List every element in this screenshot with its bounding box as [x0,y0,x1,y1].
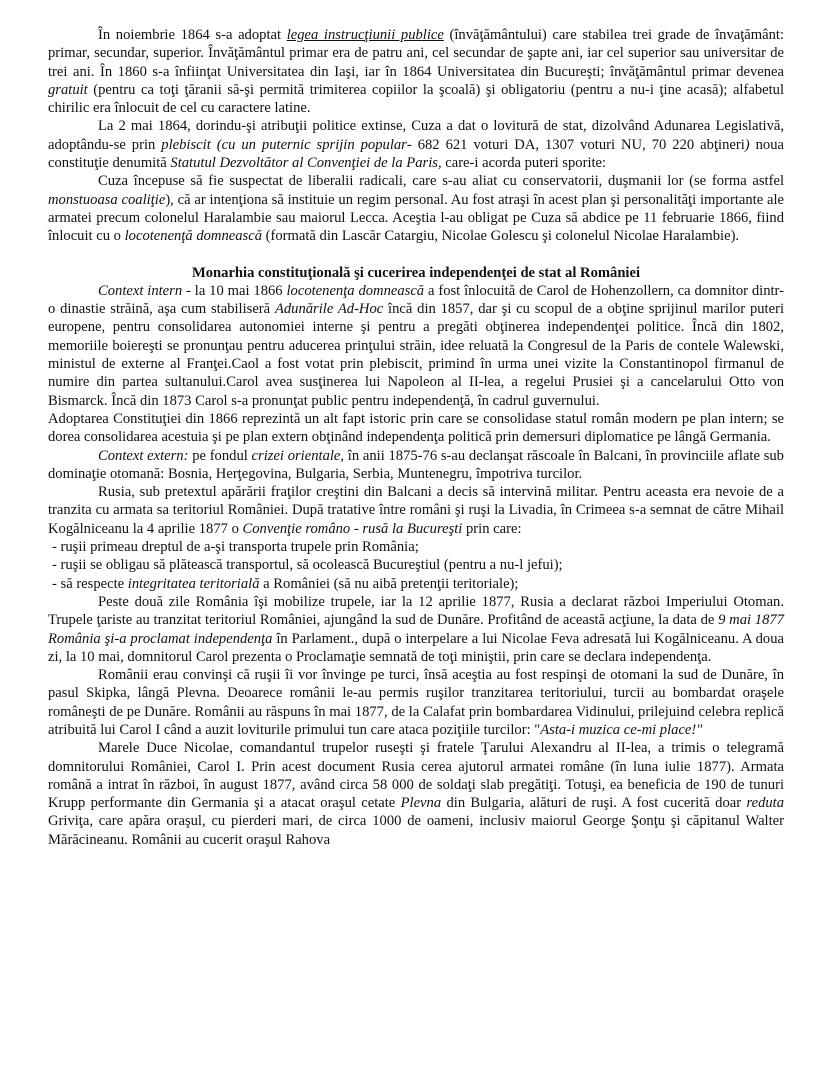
paragraph-russia-convention [48,483,784,538]
italic-term: integritatea teritorială [127,575,260,592]
text-run: a României (să nu aibă pretenţii teritoriale); [259,575,519,592]
text-run: Marele Duce Nicolae, comandantul trupelor ruseşti şi fratele Ţarului Alexandru al II-lea, a trimis o telegramă domnitorului României, Carol I. Prin acest document Rusia cerea ajutorul armatei române (în luna iulie 1877). Armata română a intrat în război, în august 1877, având circa 58 000 de soldaţi slab pregătiţi. Totuşi, ea beneficia de 190 de tunuri Krupp performante din Germania şi a atacat oraşul cetate [48,740,784,812]
text-run: La 2 mai 1864, dorindu-şi atribuţii politice extinse, Cuza a dat o lovitură de stat, dizolvând Adunarea Legislativă, adoptându-se prin [48,118,784,153]
text-run: Peste două zile România îşi mobilize trupele, iar la 12 aprilie 1877, Rusia a declarat război Imperiului Otoman. Trupele ţariste au tranzitat teritoriul României, ajungând la sud de Dunăre. Profitând de această acţiune, la data de [48,593,784,629]
italic-term: Context extern: [98,447,189,464]
italic-term: monstuoasa coaliţie [48,191,166,208]
italic-term: 9 mai 1877 România şi-a proclamat independenţa [48,612,784,647]
text-run: pe fondul [188,447,252,464]
italic-term: Context intern [98,282,183,299]
text-run: Românii erau convinşi că ruşii îi vor învinge pe turci, însă aceştia au fost respinşi de otomani la sud de Dunăre, în pasul Skipka, lângă Plevna. Deoarece românii le-au permis ruşilor tranzitarea teritoriului, turcii au bombardat oraşele româneşti de pe Dunăre. Românii au răspuns în mai 1877, de la Calafat prin bombardarea Vidinului, prilejuind celebra replică atribuită lui Carol I când a auzit loviturile primului tun care ataca poziţiile turcilor: " [48,667,784,738]
italic-term: plebiscit (cu un puternic sprijin popular [161,136,407,153]
text-run: - 682 621 voturi DA, 1307 voturi NU, 70 220 abţineri [406,136,745,153]
text-run: (formată din Lascăr Catargiu, Nicolae Golescu şi colonelul Nicolae Haralambie). [262,228,740,245]
paragraph-abdication [48,172,784,245]
text-run: prin care: [462,520,522,537]
italic-term: ) [744,136,750,153]
text-run: - să respecte [52,575,128,592]
text-run: noua constituţie denumită [48,136,784,172]
text-run: , care-i acorda puteri sporite: [437,155,607,172]
text-run: din Bulgaria, alături de ruşi. A fost cucerită doar [441,795,747,812]
text-run: Cuza începuse să fie suspectat de liberalii radicali, care s-au aliat cu conservatorii, duşmanii lor (se forma astfel [98,173,784,190]
paragraph-coup-1864 [48,117,784,172]
paragraph-independence-proclaimed [48,593,784,666]
italic-term: Adunările Ad-Hoc [274,301,384,318]
text-run: Griviţa, care apăra oraşul, cu pierderi mari, de circa 1000 de oameni, inclusiv maiorul George Şonţu şi căpitanul Walter Mărăcineanu. Românii au cucerit oraşul Rahova [48,813,784,848]
list-item [48,575,784,593]
paragraph-constitution-1866: Adoptarea Constituţiei din 1866 reprezintă un alt fapt istoric prin care se consolidase statul român modern pe plan intern; se dorea consolidarea acestuia şi pe plan extern obţinând independenţa politică prin demersuri diplomatice pe lângă Germania. [48,410,784,446]
text-run: a fost înlocuită de Carol de Hohenzollern, ca domnitor dintr-o dinastie străină, aşa cum stabiliseră [48,282,784,318]
list-item: - ruşii se obligau să plătească transportul, să ocolească Bucureştiul (pentru a nu-l jefui); [52,557,563,574]
text-run: (învăţământului) care stabilea trei grade de învaţământ: primar, secundar, superior. Învăţământul primar era de patru ani, cel secundar de şapte ani, iar cel superior sau universitar de trei ani. În 1860 s-a înfiinţat Universitatea din Iaşi, iar în 1864 Universitatea din Bucureşti; învăţământul primar devenea [48,27,784,80]
text-run: încă din 1857, dar şi cu scopul de a obţine sprijinul marilor puteri europene, pentru consolidarea autonomiei interne şi pentru a pregăti obţinerea independenţei politice. Încă din 1802, memoriile boiereşti se pronunţau pentru aducerea prinţului străin, idee reluată la Congresul de la Paris de contele Walewski, ministul de externe al Franţei.Caol a fost votat prin plebiscit, primind în urma unei vizite la Constantinopol firmanul de numire din partea sultanului.Carol avea susţinerea lui Napoleon al II-lea, a regelui Prusiei şi a cancelarului Otto von Bismarck. Încă din 1873 Carol s-a pronunţat public pentru independenţă, în cadrul guvernului. [48,301,785,409]
italic-term: Convenţie româno - rusă la Bucureşti [242,520,463,537]
text-run: în anii 1875-76 s-au declanşat răscoale în Balcani, în provinciile aflate sub dominaţie otomană: Bosnia, Herţegovina, Bulgaria, Serbia, Muntenegru, împotriva turcilor. [48,447,784,482]
paragraph-internal-context [48,282,784,410]
italic-term: gratuit [48,81,88,98]
section-heading: Monarhia constituţională şi cucerirea independenţei de stat al României [191,264,641,281]
italic-term: crizei orientale, [251,447,345,464]
italic-term: locotenenţă domnească [124,228,262,245]
spacer [48,246,784,264]
list-item: - ruşii primeau dreptul de a-şi transporta trupele prin România; [52,539,419,556]
italic-term: locotenenţa domnească [286,282,425,299]
underlined-term-education-law: legea instrucţiunii publice [286,27,444,43]
text-run: În noiembrie 1864 s-a adoptat [98,27,287,43]
text-run: (pentru ca toţi ţăranii să-şi permită trimiterea copiilor la şcoală) şi obligatoriu (pentru a nu-i ţine acasă); alfabetul chirilic era înlocuit de cel cu caractere latine. [48,81,784,117]
paragraph-danube-bombardment [48,666,784,739]
italic-term: Plevna [400,795,442,812]
text-run: ), că ar intenţiona să instituie un regim personal. Au fost atraşi în acest plan şi personalităţi importante ale armatei precum colonelul Haralambie sau maiorul Lecca. Aceştia l-au obligat pe Cuza să abdice pe 11 februarie 1866, fiind înlocuit cu o [48,191,784,245]
italic-term: Statutul Dezvoltător al Convenţiei de la Paris [170,155,438,172]
text-run: - la 10 mai 1866 [182,282,287,299]
italic-quote: Asta-i muzica ce-mi place!" [540,721,703,738]
paragraph-education-law [48,26,784,117]
text-run: în Parlament., după o interpelare a lui Nicolae Feva adresată lui Kogălniceanu. A doua zi, la 10 mai, domnitorul Carol prezenta o Proclamaţie semnată de toţi miniştii, prin care se declara independenţa. [48,630,784,665]
paragraph-plevna-siege [48,739,784,849]
text-run: Rusia, sub pretextul apărării fraţilor creştini din Balcani a decis să intervină militar. Pentru aceasta era nevoie de a tranzita cu armata sa teritoriul României. După tratative între români şi ruşi la Livadia, în Crimeea s-a semnat de către Mihail Kogălniceanu la 4 aprilie 1877 o [48,484,784,537]
paragraph-external-context [48,447,784,484]
italic-term: reduta [746,795,785,812]
